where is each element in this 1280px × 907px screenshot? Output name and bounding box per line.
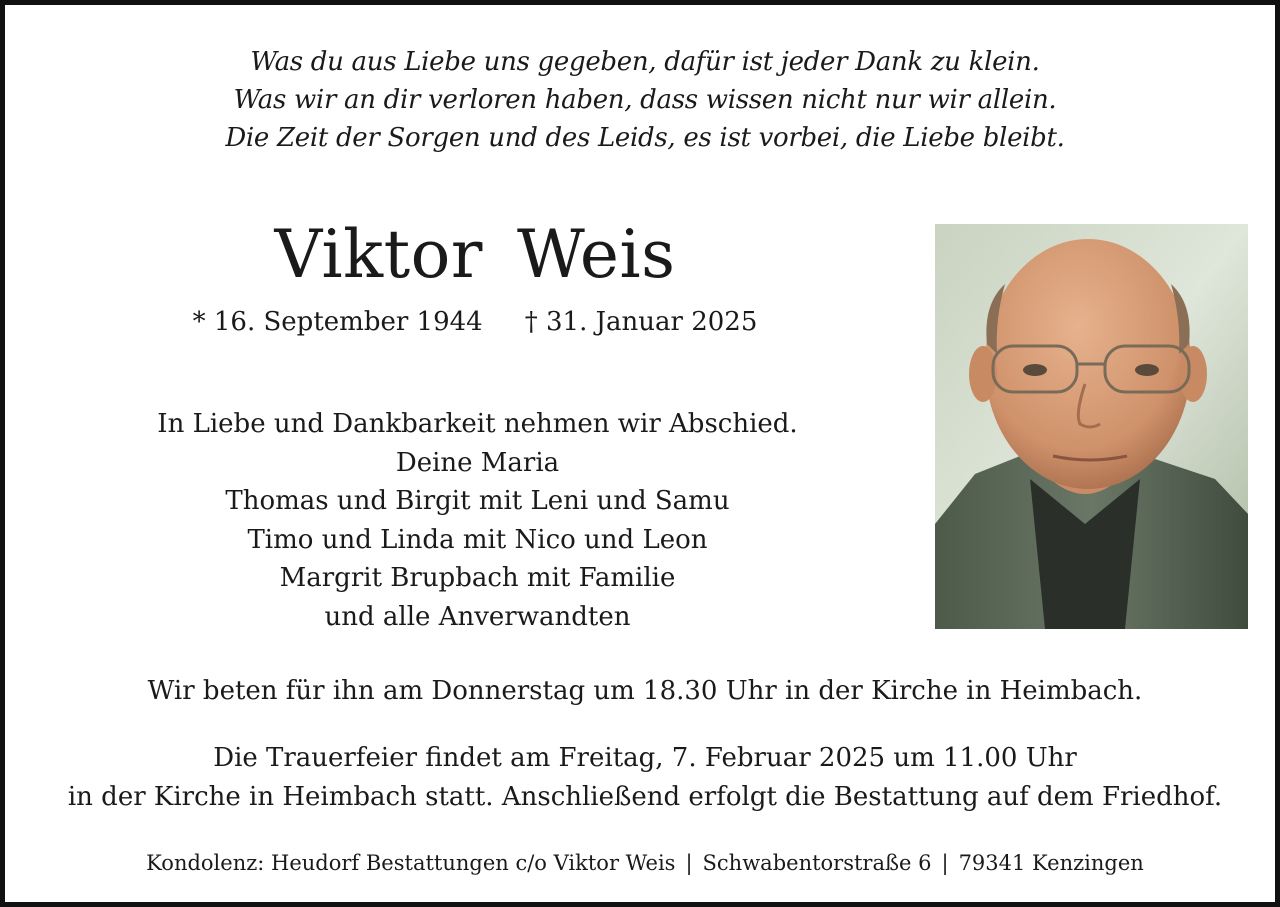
condolence-street: Schwabentorstraße 6 xyxy=(702,851,932,875)
separator: | xyxy=(941,851,949,875)
condolence-city: 79341 Kenzingen xyxy=(958,851,1144,875)
death-date: † 31. Januar 2025 xyxy=(524,307,758,337)
memorial-verse xyxy=(5,43,1280,157)
funeral-line: Die Trauerfeier findet am Freitag, 7. Februar 2025 um 11.00 Uhr xyxy=(213,743,1077,773)
mourners-line: Timo und Linda mit Nico und Leon xyxy=(247,524,708,555)
prayer-notice: Wir beten für ihn am Donnerstag um 18.30 Uhr in der Kirche in Heimbach. xyxy=(147,676,1143,706)
deceased-first-name: Viktor xyxy=(274,216,483,293)
mourners-list xyxy=(5,405,950,637)
verse-line: Die Zeit der Sorgen und des Leids, es ist vorbei, die Liebe bleibt. xyxy=(225,123,1065,153)
portrait-photo xyxy=(935,224,1248,629)
funeral-line: in der Kirche in Heimbach statt. Anschließend erfolgt die Bestattung auf dem Friedhof. xyxy=(67,782,1223,812)
mourners-line: und alle Anverwandten xyxy=(324,601,631,632)
verse-line: Was du aus Liebe uns gegeben, dafür ist jeder Dank zu klein. xyxy=(250,47,1040,77)
mourners-line: Thomas und Birgit mit Leni und Samu xyxy=(225,486,730,517)
deceased-name xyxy=(5,213,945,297)
mourners-line: In Liebe und Dankbarkeit nehmen wir Abschied. xyxy=(157,409,798,439)
birth-date: * 16. September 1944 xyxy=(192,307,483,337)
mourners-line: Deine Maria xyxy=(395,447,560,478)
life-dates xyxy=(5,301,945,343)
mourners-line: Margrit Brupbach mit Familie xyxy=(279,563,676,594)
separator: | xyxy=(685,851,693,875)
funeral-notice xyxy=(5,739,1280,817)
verse-line: Was wir an dir verloren haben, dass wissen nicht nur wir allein. xyxy=(233,85,1057,115)
condolence-label: Kondolenz: Heudorf Bestattungen c/o Viktor Weis xyxy=(146,851,676,875)
condolence-address xyxy=(5,845,1280,881)
deceased-last-name: Weis xyxy=(516,216,676,293)
